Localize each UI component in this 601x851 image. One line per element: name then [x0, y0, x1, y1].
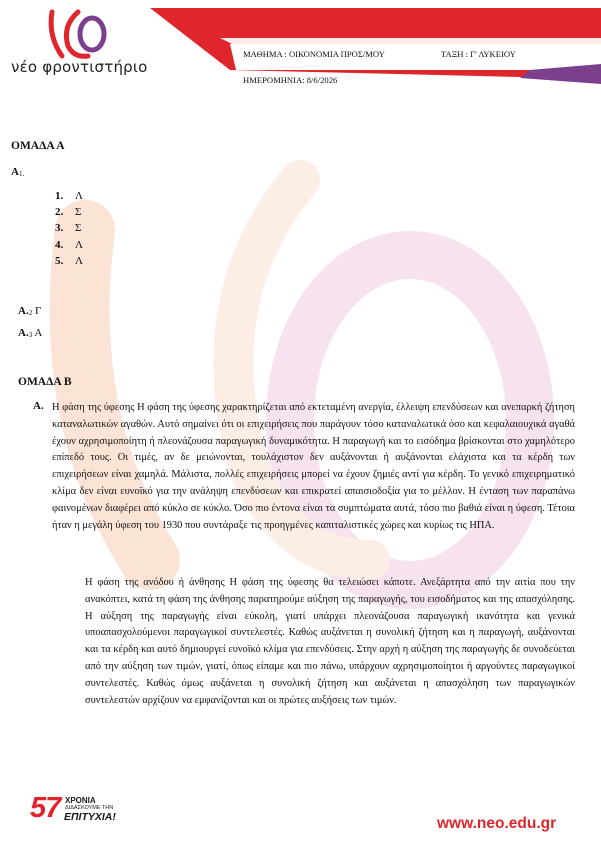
footer-years: 57	[30, 792, 61, 824]
date-label: ΗΜΕΡΟΜΗΝΙΑ: 8/6/2026	[243, 75, 338, 85]
website-link[interactable]: www.neo.edu.gr	[437, 815, 557, 832]
list-item: 1. Λ	[55, 190, 83, 202]
list-item: 3. Σ	[55, 222, 82, 235]
a1-label: $A_{1.}$	[11, 166, 25, 178]
group-b-title: ΟΜΑΔΑ Β	[18, 376, 72, 388]
a1-answer-list	[55, 190, 83, 271]
footer-text-2: ΔΙΔΑΣΚΟΥΜΕ ΤΗΝ	[65, 805, 114, 811]
paragraph-boom: Η φάση της ανόδου ή άνθησης Η φάση της ύφεσης θα τελειώσει κάποτε. Ανεξάρτητα από την αιτία που την ανακόπτει, κατά τη φάση της άνθησης παρατηρούμε αύξηση της παραγωγής, του εισοδήματος και της απασχόλησης. Η αύξηση της παραγωγής είναι εύκολη, γιατί υπάρχει πλεονάζουσα παραγωγική ικανότητα και γενικά υποαπασχολούμενοι παραγωγικοί συντελεστές. Καθώς αυξάνεται η συνολική ζήτηση και η παραγωγή, αυξάνονται και τα κέρδη και αυτό δημιουργεί ευνοϊκό κλίμα για επενδύσεις. Στην αρχή η αύξηση της παραγωγής δε συνοδεύεται από την αύξηση των τιμών, γιατί, όπως είπαμε και πιο πάνω, υπάρχουν αχρησιμοποίητοι ή αργούντες παραγωγικοί συντελεστές. Καθώς όμως αυξάνεται η συνολική ζήτηση και αυξάνεται η απασχόληση των παραγωγικών συντελεστών αρχίζουν να εμφανίζονται και οι πρώτες αυξήσεις των τιμών.	[85, 577, 575, 706]
subject-label: ΜΑΘΗΜΑ : ΟΙΚΟΝΟΜΙΑ ΠΡΟΣ/ΜΟΥ	[243, 49, 385, 59]
a3-answer: $A._3$ Α	[18, 327, 43, 339]
list-item: 4. Λ	[55, 238, 83, 251]
footer-logo	[30, 790, 140, 830]
a2-answer: $A._2$ Γ	[18, 305, 42, 317]
logo-icon	[48, 6, 110, 62]
class-label: ΤΑΞΗ : Γ' ΛΥΚΕΙΟΥ	[441, 49, 516, 59]
group-a-title: ΟΜΑΔΑ Α	[11, 140, 65, 152]
footer-text-3: ΕΠΙΤΥΧΙΑ!	[64, 811, 116, 823]
paragraph-recession: Η φάση της ύφεσης Η φάση της ύφεσης χαρακτηρίζεται από εκτεταμένη ανεργία, έλλειψη επενδύσεων και ανεπαρκή ζήτηση καταναλωτικών αγαθών. Αυτό σημαίνει ότι οι επιχειρήσεις που παράγουν τόσο καταναλωτικά όσο και κεφαλαιουχικά αγαθά έχουν αχρησιμοποίητη ή πλεονάζουσα παραγωγική δυναμικότητα. Η παραγωγή και το εισόδημα βρίσκονται στο χαμηλότερο επίπεδό τους. Οι τιμές, αν δε μειώνονται, τουλάχιστον δεν αυξάνονται ή αυξάνονται ελάχιστα και τα κέρδη των επιχειρήσεων είναι χαμηλά. Μάλιστα, πολλές επιχειρήσεις μπορεί να έχουν ζημιές αντί για κέρδη. Το γενικό επιχειρηματικό κλίμα δεν είναι ευνοϊκό για την ανάληψη επενδύσεων και επικρατεί απαισιοδοξία για το μέλλον. Η ένταση των παραπάνω φαινομένων διαφέρει από κύκλο σε κύκλο. Όσο πιο έντονα είναι τα συμπτώματα αυτά, τόσο πιο βαθιά είναι η ύφεση. Τέτοια ήταν η μεγάλη ύφεση του 1930 που συντάραξε τις προηγμένες καπιταλιστικές χώρες και κυρίως τις ΗΠΑ.	[52, 402, 575, 531]
logo-name: νέο φροντιστήριο	[11, 58, 148, 76]
list-item: 2. Σ	[55, 206, 82, 219]
list-item: 5. Λ	[55, 254, 83, 267]
b-a-label: Α.	[33, 400, 44, 412]
footer-text-1: ΧΡΟΝΙΑ	[65, 796, 96, 805]
